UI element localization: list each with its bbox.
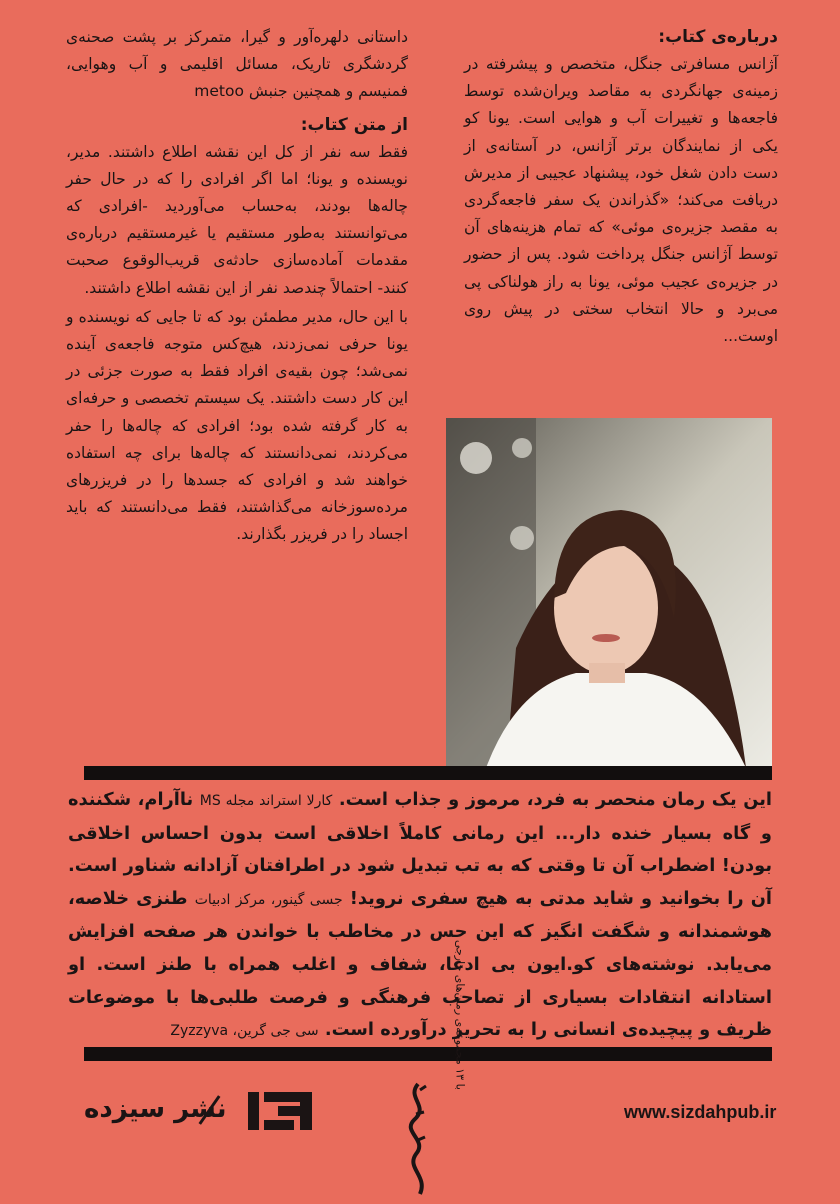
review-2-source: جسی گینور، مرکز ادبیات xyxy=(194,891,343,908)
about-book-heading: درباره‌ی کتاب: xyxy=(658,27,778,47)
website-link[interactable]: www.sizdahpub.ir xyxy=(624,1102,777,1122)
about-book-text: آژانس مسافرتی جنگل، متخصص و پیشرفته در زمینه‌ی جهانگردی به مقاصد ویران‌شده توسط فاجعه‌ها و تغییرات آب و هوایی است. یونا کو یکی از نمایندگان برتر آژانس، در آستانه‌ی از دست دادن شغل خود، پیشنهاد عجیبی از مدیرش دریافت می‌کند؛ «گذراندن یک سفر فاجعه‌گردی به مقصد جزیره‌ی موئی» که تمام هزینه‌های آن توسط آژانس جنگل پرداخت شود. پس از حضور در جزیره‌ی عجیب موئی، یونا به راز هولناکی پی می‌برد و حالا انتخاب سختی در پیش روی اوست... xyxy=(464,55,778,346)
excerpt-heading: از متن کتاب: xyxy=(300,114,408,135)
excerpt-paragraph-1: فقط سه نفر از کل این نقشه اطلاع داشتند. مدیر، نویسنده و یونا؛ اما اگر افرادی را که در حال حفر چاله‌ها بودند، به‌حساب می‌آوردید -افرادی که می‌توانستند به‌طور مستقیم یا غیرمستقیم درباره‌ی مقدمات آماده‌سازی حادثه‌ی قریب‌الوقوع صحبت کنند- احتمالاً چندصد نفر از این نقشه اطلاع داشتند. xyxy=(66,142,408,297)
review-3-source: سی جی گرین، Zyzzyva xyxy=(170,1023,319,1040)
intro-text: داستانی دلهره‌آور و گیرا، متمرکز بر پشت صحنه‌ی گردشگری تاریک، مسائل اقلیمی و آب وهوایی، فمنیسم و همچنین جنبش metoo xyxy=(66,28,408,101)
excerpt-paragraph-2: با این حال، مدیر مطمئن بود که تا جایی که نویسنده و یونا حرفی نمی‌زدند، هیچ‌کس متوجه فاجعه‌ی آینده نمی‌شد؛ چون بقیه‌ی افراد فقط به صورت جزئی در این کار دست داشتند. یک سیستم تخصصی و حرفه‌ای به کار گرفته شده بود؛ افرادی که چاله‌ها را حفر می‌کردند، نمی‌دانستند که چاله‌ها برای چه استفاده خواهند شد و افرادی که جسدها را در فریزرهای مرده‌سوزخانه می‌گذاشتند، فقط می‌دانستند که باید اجساد را در فریزر بگذارند. xyxy=(66,307,408,544)
series-label: با ۱۳ مجموعه‌ی رمان‌های خارجی xyxy=(453,939,467,1090)
reviews-block xyxy=(68,784,772,1048)
series-logo xyxy=(398,939,498,1200)
top-divider xyxy=(84,766,772,780)
author-photo xyxy=(446,418,772,768)
excerpt-section xyxy=(66,24,408,551)
about-book-section xyxy=(464,24,778,352)
review-1-source: کارلا استراند مجله MS xyxy=(199,793,333,809)
publisher-logo xyxy=(248,1090,314,1132)
publisher-name: نشر سیزده xyxy=(84,1094,227,1124)
review-1: این یک رمان منحصر به فرد، مرموز و جذاب است. xyxy=(338,789,772,810)
review-2: ناآرام، شکننده و گاه بسیار خنده دار... این رمانی کاملاً اخلاقی است بدون احساس اخلاقی بودن! اضطراب آن تا وقتی که به تب تبدیل شود در اطرافتان آزادانه شناور است. آن را بخوانید و شاید مدتی به هیچ سفری نروید! xyxy=(68,789,772,909)
review-3: طنزی خلاصه، هوشمندانه و شگفت انگیز که این حس در مخاطب با خواندن هر صفحه افزایش می‌یابد. نوشته‌های کو.ایون بی ادعا، شفاف و اغلب همراه با طنز است. او استادانه انتقادات بسیاری از تصاحب فرهنگی و فرصت طلبی‌ها با موضوعات ظریف و پیچیده‌ی انسانی را به تحریر درآورده است. xyxy=(68,887,772,1041)
bottom-divider xyxy=(84,1047,772,1061)
